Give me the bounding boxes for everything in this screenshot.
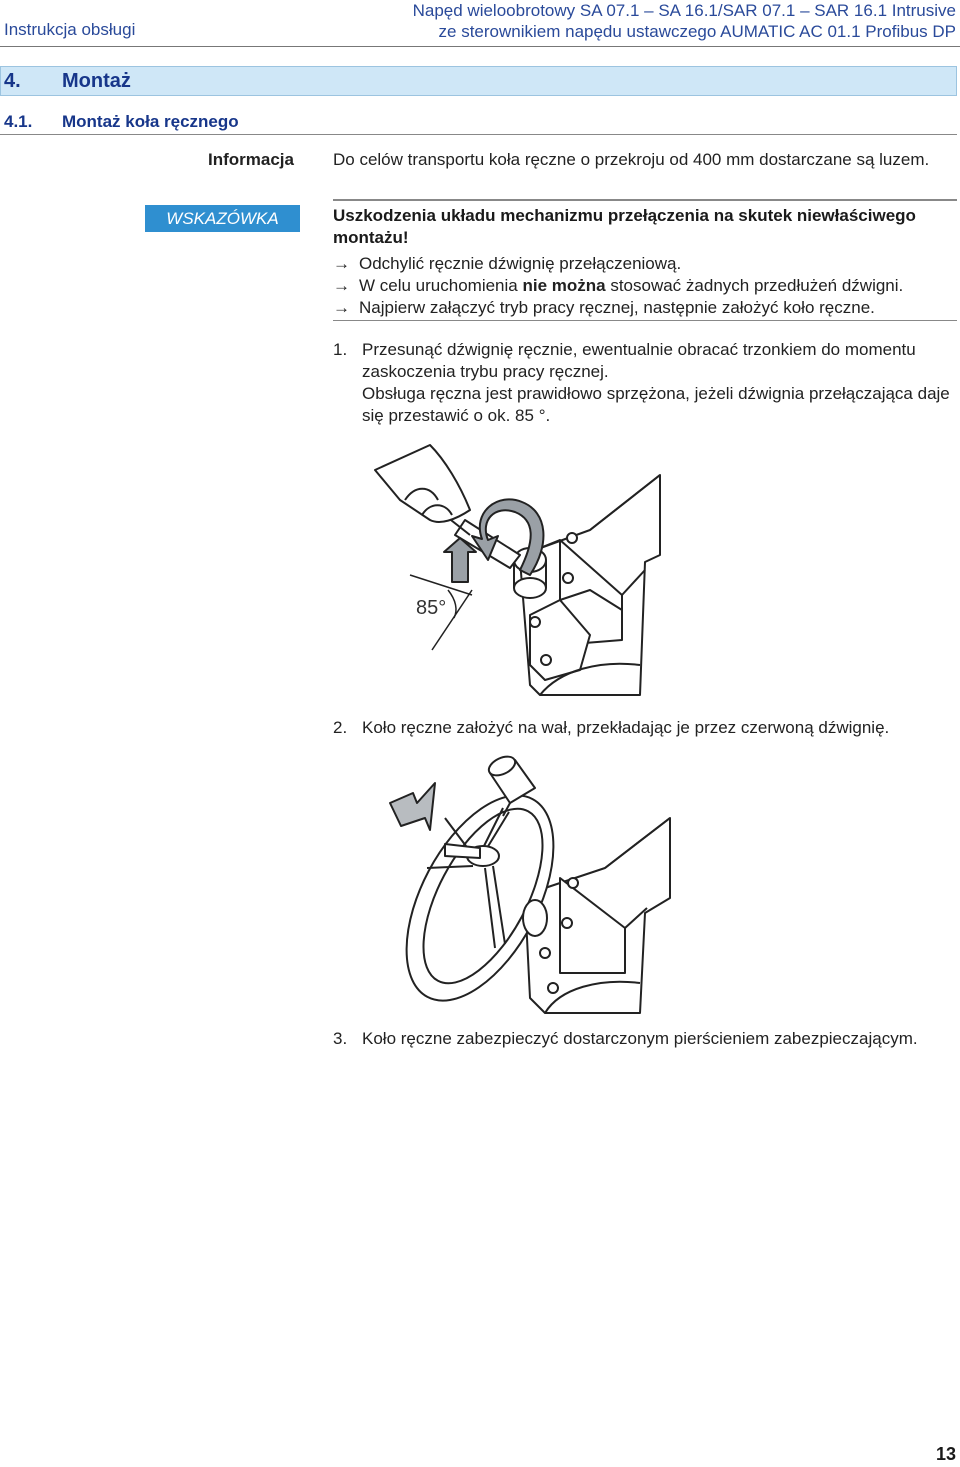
section-title: Montaż koła ręcznego: [62, 112, 239, 131]
warning-item-2-text-b: stosować żadnych przedłużeń dźwigni.: [605, 276, 904, 295]
step-2-text: Koło ręczne założyć na wał, przekładając je przez czerwoną dźwignię.: [362, 718, 890, 737]
figure-angle-label: 85°: [416, 597, 447, 619]
header-doc-type: Instrukcja obsługi: [4, 20, 136, 39]
warning-badge: WSKAZÓWKA: [145, 205, 300, 232]
info-label: Informacja: [208, 150, 294, 169]
section-number: 4.1.: [4, 112, 33, 131]
warning-item-2-text-a: W celu uruchomienia: [359, 276, 523, 295]
figure-lever-operation: [360, 440, 670, 705]
warning-item-2: [333, 275, 903, 297]
page-number: 13: [935, 1444, 956, 1464]
step-3-text: Koło ręczne zabezpieczyć dostarczonym pierścieniem zabezpieczającym.: [362, 1029, 918, 1048]
chapter-title: Montaż: [62, 70, 131, 92]
warning-title: Uszkodzenia układu mechanizmu przełączenia na skutek niewłaściwego montażu!: [333, 206, 916, 247]
step-1-note-text: Obsługa ręczna jest prawidłowo sprzężona, jeżeli dźwignia przełączająca daje się przestawić o ok. 85 °.: [362, 384, 950, 425]
figure-handwheel-mounting: [385, 748, 675, 1018]
section-divider: [0, 134, 957, 135]
header-product: [413, 0, 956, 42]
step-1-number: 1.: [333, 340, 348, 359]
header-divider: [0, 46, 960, 47]
warning-item-1: [333, 253, 681, 275]
step-1: [333, 339, 960, 383]
arrow-right-icon: →: [333, 276, 350, 295]
step-1-note: [333, 383, 960, 427]
header-product-line1: Napęd wieloobrotowy SA 07.1 – SA 16.1/SAR 07.1 – SAR 16.1 Intrusive: [412, 1, 956, 20]
step-3-number: 3.: [333, 1029, 348, 1048]
step-2-number: 2.: [333, 718, 348, 737]
warning-bottom-rule: [333, 320, 957, 321]
step-2: [333, 717, 960, 739]
warning-item-3: [333, 297, 875, 319]
arrow-right-icon: →: [333, 254, 350, 273]
arrow-right-icon: →: [333, 298, 350, 317]
warning-top-rule: [333, 199, 957, 201]
chapter-bar: [0, 66, 957, 96]
warning-item-3-text: Najpierw załączyć tryb pracy ręcznej, następnie założyć koło ręczne.: [359, 298, 875, 317]
info-text: Do celów transportu koła ręczne o przekroju od 400 mm dostarczane są luzem.: [333, 150, 930, 169]
header-product-line2: ze sterownikiem napędu ustawczego AUMATIC AC 01.1 Profibus DP: [438, 22, 956, 41]
step-3: [333, 1028, 960, 1050]
step-1-text: Przesunąć dźwignię ręcznie, ewentualnie obracać trzonkiem do momentu zaskoczenia trybu pracy ręcznej.: [362, 340, 916, 381]
warning-item-2-emphasis: nie można: [522, 276, 606, 295]
warning-item-1-text: Odchylić ręcznie dźwignię przełączeniową.: [359, 254, 682, 273]
chapter-number: 4.: [4, 70, 21, 92]
